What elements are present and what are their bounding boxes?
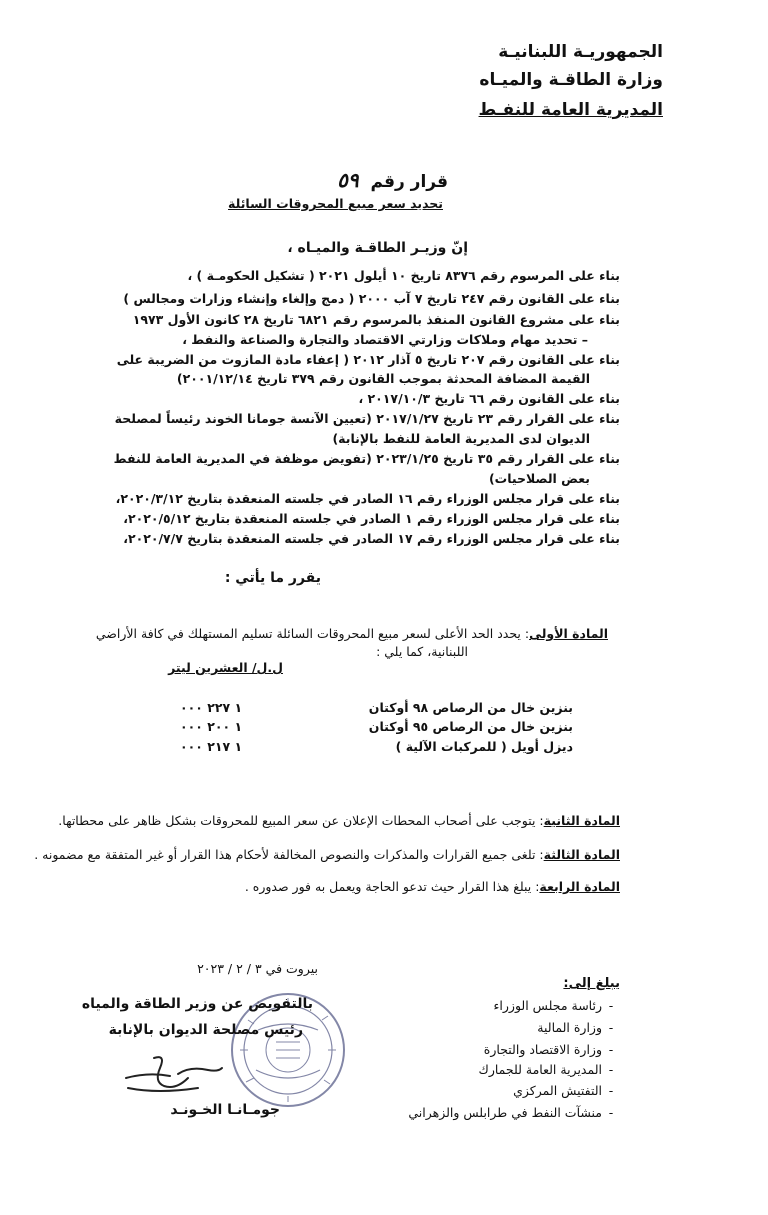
article-1 bbox=[96, 625, 608, 643]
article-3-text: : تلغى جميع القرارات والمذكرات والنصوص المخالفة لأحكام هذا القرار أو غير المتفقة مع مضمونه . bbox=[34, 847, 544, 862]
notify-item bbox=[513, 1083, 620, 1098]
notify-item bbox=[479, 1062, 620, 1077]
delegation-line-1: بالتفويض عن وزير الطاقة والمياه bbox=[81, 996, 313, 1012]
consideration-line: بناء على قرار مجلس الوزراء رقم ١٦ الصادر في جلسته المنعقدة بتاريخ ٢٠٢٠/٣/١٢، bbox=[115, 491, 620, 506]
list-dash: - bbox=[608, 1083, 614, 1098]
decides-heading: يقرر ما يأتي : bbox=[224, 570, 321, 586]
signer-name: جومـانـا الخـونـد bbox=[170, 1102, 280, 1118]
consideration-line: الديوان لدى المديرية العامة للنفط بالإنابة) bbox=[332, 431, 590, 446]
decision-number: ٥٩ bbox=[337, 168, 359, 192]
consideration-line: بناء على مشروع القانون المنفذ بالمرسوم رقم ٦٨٢١ تاريخ ٢٨ كانون الأول ١٩٧٣ bbox=[132, 312, 620, 327]
consideration-line: بعض الصلاحيات) bbox=[488, 471, 590, 486]
notify-item bbox=[408, 1105, 620, 1120]
article-4-label: المادة الرابعة bbox=[539, 879, 620, 894]
consideration-line: بناء على القانون رقم ٢٤٧ تاريخ ٧ آب ٢٠٠٠ ( دمج وإلغاء وإنشاء وزارات ومجالس ) bbox=[123, 291, 620, 306]
minister-line: إنّ وزيـر الطاقـة والميـاه ، bbox=[287, 240, 468, 256]
article-1-text: : يحدد الحد الأعلى لسعر مبيع المحروقات السائلة تسليم المستهلك في كافة الأراضي bbox=[95, 626, 530, 641]
article-1-label: المادة الأولى bbox=[529, 626, 608, 641]
article-3 bbox=[34, 846, 620, 864]
fuel-product: بنزين خال من الرصاص ٩٨ أوكتان bbox=[368, 700, 573, 715]
consideration-line: – تحديد مهام وملاكات وزارتي الاقتصاد والتجارة والصناعة والنفط ، bbox=[182, 332, 588, 347]
decision-subject: تحديد سعر مبيع المحروقات السائلة bbox=[228, 196, 443, 211]
article-4 bbox=[245, 878, 620, 896]
notify-title: يبلغ إلى: bbox=[563, 976, 620, 991]
article-2-text: : يتوجب على أصحاب المحطات الإعلان عن سعر المبيع للمحروقات بشكل ظاهر على محطاتها. bbox=[58, 813, 544, 828]
price-unit-header: ل.ل/ العشرين ليتر bbox=[168, 660, 283, 675]
notify-item-label: وزارة المالية bbox=[537, 1020, 602, 1035]
header-directorate: المديرية العامة للنفـط bbox=[478, 100, 663, 120]
consideration-line: بناء على المرسوم رقم ٨٣٧٦ تاريخ ١٠ أيلول ٢٠٢١ ( تشكيل الحكومـة ) ، bbox=[187, 268, 620, 283]
notify-item bbox=[537, 1020, 620, 1035]
article-2 bbox=[58, 812, 620, 830]
fuel-price: ١ ٢٢٧ ٠٠٠ bbox=[180, 700, 243, 715]
fuel-product: ديزل أويل ( للمركبات الآلية ) bbox=[395, 739, 573, 754]
fuel-product: بنزين خال من الرصاص ٩٥ أوكتان bbox=[368, 719, 573, 734]
fuel-price: ١ ٢٠٠ ٠٠٠ bbox=[180, 719, 243, 734]
notify-item-label: وزارة الاقتصاد والتجارة bbox=[483, 1042, 602, 1057]
article-2-label: المادة الثانية bbox=[543, 813, 620, 828]
handwritten-signature-icon bbox=[118, 1048, 228, 1100]
notify-item-label: منشآت النفط في طرابلس والزهراني bbox=[408, 1105, 602, 1120]
notify-item bbox=[484, 1042, 620, 1057]
consideration-line: بناء على القانون رقم ٢٠٧ تاريخ ٥ آذار ٢٠١٢ ( إعفاء مادة المازوت من الضريبة على bbox=[116, 352, 620, 367]
list-dash: - bbox=[608, 1020, 614, 1035]
delegation-line-2: رئيس مصلحة الديوان بالإنابة bbox=[108, 1022, 303, 1038]
header-ministry: وزارة الطاقـة والميـاه bbox=[479, 70, 663, 90]
consideration-line: بناء على قرار مجلس الوزراء رقم ١ الصادر في جلسته المنعقدة بتاريخ ٢٠٢٠/٥/١٢، bbox=[123, 511, 620, 526]
header-republic: الجمهوريـة اللبنانيـة bbox=[498, 42, 663, 62]
decision-title bbox=[337, 168, 448, 192]
consideration-line: بناء على القرار رقم ٣٥ تاريخ ٢٠٢٣/١/٢٥ (تفويض موظفة في المديرية العامة للنفط bbox=[113, 451, 620, 466]
notify-item-label: رئاسة مجلس الوزراء bbox=[493, 998, 602, 1013]
notify-item-label: المديرية العامة للجمارك bbox=[478, 1062, 602, 1077]
consideration-line: بناء على القانون رقم ٦٦ تاريخ ٢٠١٧/١٠/٣ ، bbox=[358, 391, 620, 406]
list-dash: - bbox=[608, 1105, 614, 1120]
consideration-line: القيمة المضافة المحدثة بموجب القانون رقم ٣٧٩ تاريخ ٢٠٠١/١٢/١٤) bbox=[176, 371, 590, 386]
decision-title-label: قرار رقم bbox=[370, 172, 448, 192]
notify-item-label: التفتيش المركزي bbox=[513, 1083, 602, 1098]
place-date: بيروت في ٣ / ٢ / ٢٠٢٣ bbox=[197, 961, 318, 976]
fuel-price: ١ ٢١٧ ٠٠٠ bbox=[180, 739, 243, 754]
consideration-line: بناء على قرار مجلس الوزراء رقم ١٧ الصادر في جلسته المنعقدة بتاريخ ٢٠٢٠/٧/٧، bbox=[123, 531, 620, 546]
notify-item bbox=[494, 998, 620, 1013]
consideration-line: بناء على القرار رقم ٢٣ تاريخ ٢٠١٧/١/٢٧ (تعيين الآنسة جومانا الخوند رئيساً لمصلحة bbox=[114, 411, 620, 426]
article-3-label: المادة الثالثة bbox=[543, 847, 620, 862]
list-dash: - bbox=[608, 998, 614, 1013]
list-dash: - bbox=[608, 1042, 614, 1057]
article-1-continuation: اللبنانية، كما يلي : bbox=[376, 644, 468, 659]
article-4-text: : يبلغ هذا القرار حيث تدعو الحاجة ويعمل به فور صدوره . bbox=[244, 879, 540, 894]
list-dash: - bbox=[608, 1062, 614, 1077]
